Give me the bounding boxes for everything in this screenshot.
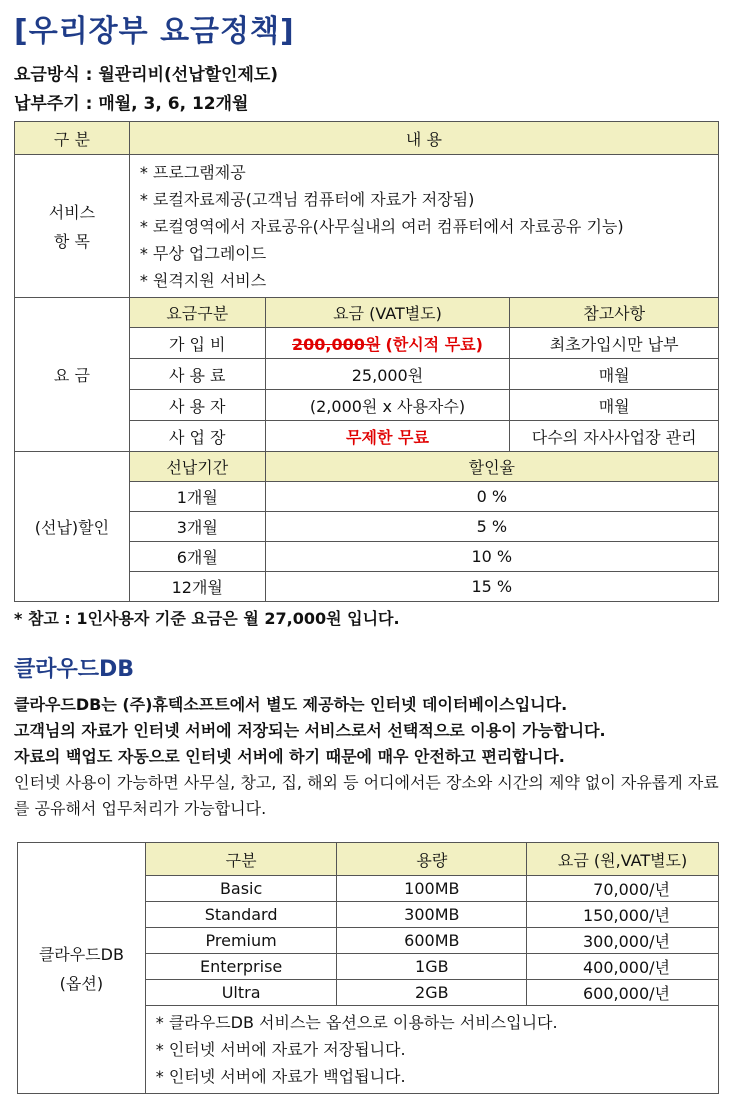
- cloud-description: [14, 692, 720, 822]
- cloud-capacity: 100MB: [337, 876, 527, 902]
- cloud-price: 400,000/년: [527, 954, 719, 980]
- discount-period: 3개월: [129, 512, 265, 542]
- cloud-header-price: 요금 (원,VAT별도): [527, 843, 719, 876]
- service-item: * 로컬영역에서 자료공유(사무실내의 여러 컴퓨터에서 자료공유 기능): [139, 216, 624, 236]
- service-list: [129, 155, 718, 298]
- cloud-notes: [145, 1006, 718, 1094]
- struck-price: 200,000원: [292, 334, 381, 354]
- cloud-header-plan: 구분: [145, 843, 337, 876]
- cloud-paragraph: 클라우드DB는 (주)휴텍소프트에서 별도 제공하는 인터넷 데이터베이스입니다.: [14, 695, 568, 714]
- discount-period: 6개월: [129, 542, 265, 572]
- cloud-capacity: 2GB: [337, 980, 527, 1006]
- fee-price: 무제한 무료: [265, 421, 510, 452]
- fee-note: 매월: [510, 390, 719, 421]
- cloud-capacity: 600MB: [337, 928, 527, 954]
- cloud-plan: Ultra: [145, 980, 337, 1006]
- cloud-plan: Standard: [145, 902, 337, 928]
- fee-note: 매월: [510, 359, 719, 390]
- cloud-plan: Enterprise: [145, 954, 337, 980]
- cloud-price: 150,000/년: [527, 902, 719, 928]
- fee-header-price: 요금 (VAT별도): [265, 298, 510, 328]
- header-content: 내 용: [129, 122, 718, 155]
- service-item: * 무상 업그레이드: [139, 243, 267, 263]
- cloud-db-label: 클라우드DB (옵션): [18, 843, 146, 1094]
- fee-label: 요 금: [15, 298, 130, 452]
- discount-rate: 0 %: [265, 482, 718, 512]
- discount-rate: 15 %: [265, 572, 718, 602]
- fee-price: [265, 328, 510, 359]
- fee-header-note: 참고사항: [510, 298, 719, 328]
- discount-label: (선납)할인: [15, 452, 130, 602]
- cloud-plan: Basic: [145, 876, 337, 902]
- reference-note: * 참고 : 1인사용자 기준 요금은 월 27,000원 입니다.: [14, 609, 400, 628]
- service-item: * 프로그램제공: [139, 162, 246, 182]
- cloud-plan: Premium: [145, 928, 337, 954]
- header-category: 구 분: [15, 122, 130, 155]
- cloud-price: 300,000/년: [527, 928, 719, 954]
- free-label: (한시적 무료): [385, 334, 483, 354]
- discount-rate: 10 %: [265, 542, 718, 572]
- fee-type: 가 입 비: [129, 328, 265, 359]
- discount-rate: 5 %: [265, 512, 718, 542]
- cloud-note: * 클라우드DB 서비스는 옵션으로 이용하는 서비스입니다.: [155, 1013, 558, 1032]
- fee-type: 사 업 장: [129, 421, 265, 452]
- fee-note: 최초가입시만 납부: [510, 328, 719, 359]
- fee-policy-table: [14, 121, 719, 602]
- service-item: * 원격지원 서비스: [139, 270, 267, 290]
- discount-period: 1개월: [129, 482, 265, 512]
- cloud-note: * 인터넷 서버에 자료가 저장됩니다.: [155, 1040, 406, 1059]
- fee-price: 25,000원: [265, 359, 510, 390]
- cloud-paragraph: 고객님의 자료가 인터넷 서버에 저장되는 서비스로서 선택적으로 이용이 가능합니다.: [14, 721, 606, 740]
- discount-period: 12개월: [129, 572, 265, 602]
- cloud-header-capacity: 용량: [337, 843, 527, 876]
- cloud-note: * 인터넷 서버에 자료가 백업됩니다.: [155, 1067, 406, 1086]
- fee-header-type: 요금구분: [129, 298, 265, 328]
- cloud-capacity: 300MB: [337, 902, 527, 928]
- service-item: * 로컬자료제공(고객님 컴퓨터에 자료가 저장됨): [139, 189, 475, 209]
- fee-note: 다수의 자사사업장 관리: [510, 421, 719, 452]
- cloud-paragraph: 인터넷 사용이 가능하면 사무실, 창고, 집, 해외 등 어디에서든 장소와 시간의 제약 없이 자유롭게 자료를 공유해서 업무처리가 가능합니다.: [14, 773, 719, 818]
- cloud-section-title: 클라우드DB: [14, 657, 135, 682]
- fee-type: 사 용 자: [129, 390, 265, 421]
- pay-cycle: 납부주기 : 매월, 3, 6, 12개월: [14, 94, 249, 114]
- fee-price: (2,000원 x 사용자수): [265, 390, 510, 421]
- cloud-capacity: 1GB: [337, 954, 527, 980]
- cloud-price: 600,000/년: [527, 980, 719, 1006]
- cloud-price: 70,000/년: [527, 876, 719, 902]
- cloud-db-table: [17, 842, 719, 1094]
- service-label: 서비스 항 목: [15, 155, 130, 298]
- page-title: [우리장부 요금정책]: [14, 14, 295, 49]
- fee-type: 사 용 료: [129, 359, 265, 390]
- discount-header-period: 선납기간: [129, 452, 265, 482]
- fee-method: 요금방식 : 월관리비(선납할인제도): [14, 65, 279, 85]
- cloud-paragraph: 자료의 백업도 자동으로 인터넷 서버에 하기 때문에 매우 안전하고 편리합니다.: [14, 747, 565, 766]
- discount-header-rate: 할인율: [265, 452, 718, 482]
